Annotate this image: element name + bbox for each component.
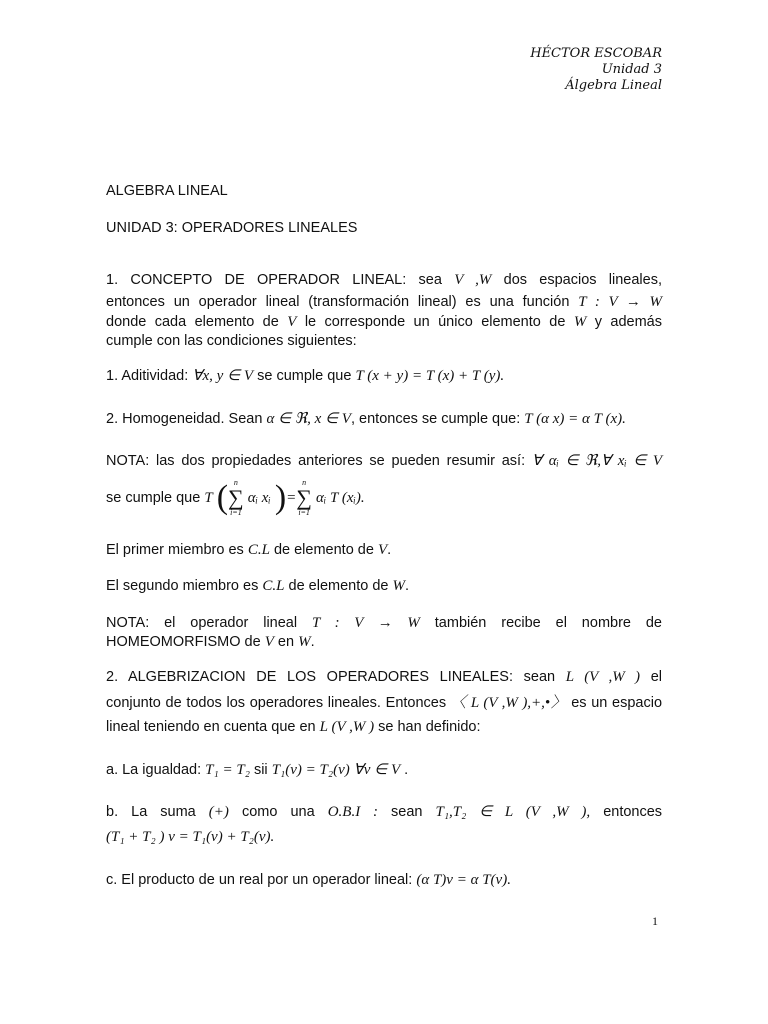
item-a-igualdad: a. La igualdad: T₁ = T₂ sii T₁(v) = T₂(v) ∀v ∈ V . — [106, 762, 409, 778]
nota1-line1: NOTA: las dos propiedades anteriores se pueden resumir así: ∀ αᵢ ∈ ℜ,∀ xᵢ ∈ V — [106, 453, 663, 469]
summation-symbol-rhs: n ∑ i=1 — [296, 478, 312, 518]
nota2-line2: HOMEOMORFISMO de V en W. — [106, 634, 315, 650]
section2-line3: lineal teniendo en cuenta que en L (V ,W ) se han definido: — [106, 719, 481, 735]
header-author: HÉCTOR ESCOBAR — [530, 46, 662, 61]
nota2-line1: NOTA: el operador lineal T : V → W también recibe el nombre de — [106, 615, 662, 631]
summation-symbol: n ∑ i=1 — [228, 478, 244, 518]
item-b-suma-line2: (T₁ + T₂ ) v = T₁(v) + T₂(v). — [106, 829, 275, 845]
page-number: 1 — [652, 914, 658, 928]
section1-line3: donde cada elemento de V le corresponde un único elemento de W y además — [106, 314, 662, 330]
aditividad-line: 1. Aditividad: ∀x, y ∈ V se cumple que T (x + y) = T (x) + T (y). — [106, 368, 505, 384]
section1-line2: entonces un operador lineal (transformación lineal) es una función T : V → W — [106, 294, 663, 310]
header-unit: Unidad 3 — [601, 62, 662, 77]
section1-line1: 1. CONCEPTO DE OPERADOR LINEAL: sea V ,W dos espacios lineales, — [106, 272, 662, 288]
left-paren: ( — [216, 479, 229, 517]
document-title: ALGEBRA LINEAL — [106, 183, 228, 199]
segundo-miembro-line: El segundo miembro es C.L de elemento de W. — [106, 578, 410, 594]
nota1-formula-line: se cumple que T ( n ∑ i=1 αᵢ xᵢ )= n ∑ i=1 αᵢ T (xᵢ). — [106, 478, 365, 518]
section2-line1: 2. ALGEBRIZACION DE LOS OPERADORES LINEALES: sean L (V ,W ) el — [106, 669, 663, 685]
homogeneidad-line: 2. Homogeneidad. Sean α ∈ ℜ, x ∈ V, entonces se cumple que: T (α x) = α T (x). — [106, 411, 626, 427]
right-paren: ) — [274, 479, 287, 517]
item-c-producto: c. El producto de un real por un operador lineal: (α T)v = α T(v). — [106, 872, 511, 888]
page-header — [530, 46, 662, 94]
section2-line2: conjunto de todos los operadores lineales. Entonces 〈 L (V ,W ),+,•〉 es un espacio — [106, 695, 663, 711]
item-b-suma-line1: b. La suma (+) como una O.B.I : sean T₁,T₂ ∈ L (V ,W ), entonces — [106, 804, 663, 820]
section1-line4: cumple con las condiciones siguientes: — [106, 333, 357, 349]
primer-miembro-line: El primer miembro es C.L de elemento de V. — [106, 542, 392, 558]
document-subtitle: UNIDAD 3: OPERADORES LINEALES — [106, 220, 358, 236]
header-subject: Álgebra Lineal — [565, 78, 662, 93]
